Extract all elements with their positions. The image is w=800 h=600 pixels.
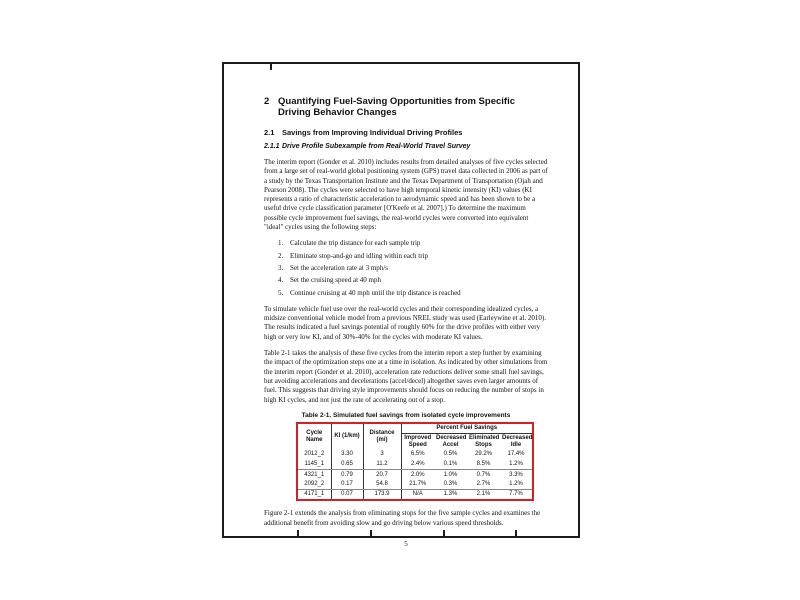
section-number: 2 [264,96,270,107]
fuel-savings-table [296,422,534,502]
subsubsection-heading-text: Drive Profile Subexample from Real-World Travel Survey [282,143,471,150]
cell-eliminated-stops: 2.7% [467,480,500,490]
list-item-number: 5. [278,288,284,297]
cell-decreased-idle: 17.4% [507,451,525,458]
list-item [278,289,548,298]
cell-ki: 3.30 [331,450,363,460]
cell-decreased-accel: 1.0% [443,471,458,478]
cell-decreased-idle: 1.2% [500,480,533,490]
list-item [278,264,548,273]
cell-decreased-accel: 0.3% [434,480,467,490]
cell-decreased-accel: 0.1% [434,460,467,470]
subsection-number: 2.1 [264,128,275,137]
column-header-cycle-name: Cycle Name [297,423,331,450]
idealization-steps-list [278,239,548,297]
list-item-text: Calculate the trip distance for each sample trip [290,239,421,248]
body-paragraph-2: To simulate vehicle fuel use over the real-world cycles and their corresponding idealized cycles, a midsize conventional vehicle model from a previous NREL study was used (Earleywine et al. 2010). The results indicated a fuel savings potential of roughly 60% for the drive profiles with either very high or very low KI, and of 30%-40% for the cycles with moderate KI values. [264,304,546,341]
list-item-number: 4. [278,276,284,285]
list-item [278,239,548,248]
list-item-text: Set the acceleration rate at 3 mph/s [290,263,388,272]
cell-distance: 173.9 [363,490,401,501]
page-content [264,96,548,548]
column-header-distance: Distance (mi) [363,423,401,450]
cell-cycle-name: 2092_2 [297,480,331,490]
group-header-percent-fuel-savings: Percent Fuel Savings [401,423,533,434]
list-item-number: 2. [278,251,284,260]
cell-ki: 0.07 [331,490,363,501]
list-item-text: Set the cruising speed at 40 mph [290,276,381,285]
cell-decreased-idle: 1.2% [500,460,533,470]
list-item-number: 3. [278,263,284,272]
subsection-heading [264,128,548,137]
cell-distance: 54.8 [363,480,401,490]
cell-distance: 3 [363,450,401,460]
cell-decreased-accel: 0.5% [443,451,458,458]
list-item-text: Continue cruising at 40 mph until the trip distance is reached [290,288,461,297]
cell-eliminated-stops: 2.1% [476,491,491,498]
cell-decreased-idle: 3.3% [509,471,523,478]
column-header-eliminated-stops: Eliminated Stops [469,434,500,448]
cell-eliminated-stops: 29.2% [474,451,492,458]
cell-ki: 0.17 [331,480,363,490]
table-header [297,423,533,450]
body-paragraph-4: Figure 2-1 extends the analysis from eliminating stops for the five sample cycles and examines the additional benefit from avoiding slow and go driving below various speed thresholds. [264,509,541,527]
cell-improved-speed: 21.7% [401,480,434,490]
table-row [297,450,533,460]
column-header-decreased-accel: Decreased Accel [436,434,467,448]
page-number: 5 [404,539,408,548]
table-row [297,480,533,490]
cell-improved-speed: 2.4% [401,460,434,470]
cell-cycle-name: 2012_2 [297,450,331,460]
cell-improved-speed: 6.5% [410,451,425,458]
table-row [297,460,533,470]
cell-cycle-name: 4171_1 [297,490,331,501]
report-page [222,62,580,548]
cell-improved-speed: N/A [412,491,423,498]
subsubsection-heading [264,142,548,151]
column-header-ki: KI (1/km) [331,423,363,450]
cell-eliminated-stops: 8.5% [467,460,500,470]
cell-improved-speed: 2.0% [410,471,425,478]
cell-eliminated-stops: 0.7% [476,471,491,478]
subsubsection-number: 2.1.1 [264,143,280,150]
body-paragraph-1: The interim report (Gonder et al. 2010) includes results from detailed analyses of five cycles selected from a large set of real-world global positioning system (GPS) travel data collected in 2006 as part of a study by the Texas Transportation Institute and the Texas Department of Transportation (Ojah and Pearson 2008). The cycles were selected to have high temporal kinetic intensity (KI) values (KI represents a ratio of characteristic acceleration to aerodynamic speed and has been shown to be a useful drive cycle classification parameter [O'Keefe et al. 2007].) To determine the maximum possible cycle improvement fuel savings, the real-world cycles were converted into equivalent "ideal" cycles using the following steps: [264,158,548,232]
column-header-improved-speed: Improved Speed [404,434,432,448]
cell-ki: 0.79 [331,470,363,480]
cell-ki: 0.65 [331,460,363,470]
cell-distance: 11.2 [363,460,401,470]
subsection-heading-text: Savings from Improving Individual Driving Profiles [282,128,463,137]
list-item [278,252,548,261]
body-paragraph-3: Table 2-1 takes the analysis of these five cycles from the interim report a step further by examining the impact of the optimization steps one at a time in isolation. As indicated by other simulations from the interim report (Gonder et al. 2010), acceleration rate reductions deliver some small fuel savings, but avoiding accelerations and decelerations (accel/decel) altogether saves even larger amounts of fuel. This suggests that driving style improvements should focus on reducing the number of stops in high KI cycles, and not just the rate of accelerating out of a stop. [264,349,548,404]
cell-distance: 20.7 [363,470,401,480]
table-row [297,470,533,480]
section-heading [264,96,548,118]
list-item-text: Eliminate stop-and-go and idling within each trip [290,251,429,260]
cell-cycle-name: 1145_1 [297,460,331,470]
section-heading-text: Quantifying Fuel-Saving Opportunities from Specific Driving Behavior Changes [278,96,515,118]
column-header-decreased-idle: Decreased Idle [502,434,533,448]
list-item [278,276,548,285]
ruler-tick [270,64,272,70]
cell-decreased-idle: 7.7% [509,491,523,498]
table-row [297,490,533,501]
table-caption: Table 2-1. Simulated fuel savings from isolated cycle improvements [301,411,511,419]
cell-cycle-name: 4321_1 [297,470,331,480]
cell-decreased-accel: 1.3% [443,491,458,498]
list-item-number: 1. [278,239,284,248]
